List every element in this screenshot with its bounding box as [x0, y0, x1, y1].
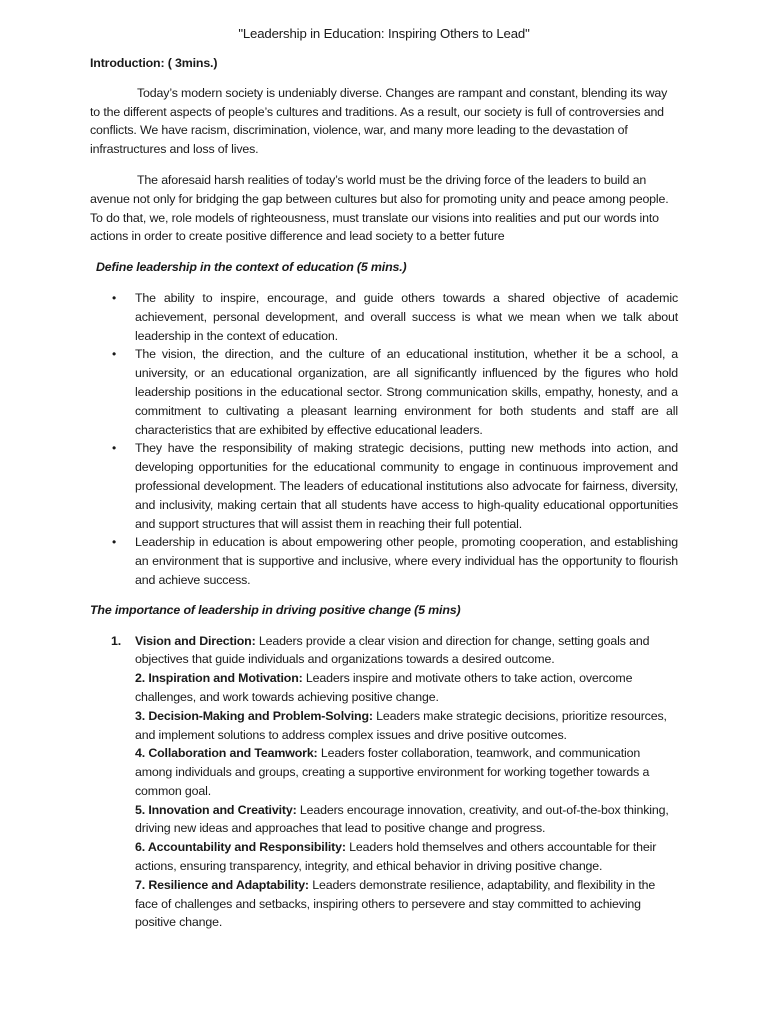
importance-numbered-list [90, 632, 678, 933]
bullet-text: The ability to inspire, encourage, and guide others towards a shared objective of academic achievement, personal development, and overall success is what we mean when we talk about leadership in the context of education. [135, 290, 678, 343]
numbered-item-6 [135, 838, 678, 876]
item-text: Leaders encourage innovation, creativity, and out-of-the-box thinking, driving new ideas and approaches that lead to positive change and progress. [135, 802, 669, 836]
bullet-icon: • [112, 290, 117, 305]
item-label: 3. Decision-Making and Problem-Solving: [135, 708, 373, 723]
document-title: "Leadership in Education: Inspiring Others to Lead" [238, 26, 530, 41]
item-text: Leaders inspire and motivate others to take action, overcome challenges, and work towards achieving positive change. [135, 671, 633, 704]
numbered-item-7 [135, 876, 678, 932]
bullet-item [90, 289, 678, 345]
list-number: 1. [111, 633, 122, 648]
numbered-item [90, 632, 678, 933]
bullet-text: They have the responsibility of making strategic decisions, putting new methods into action, and developing opportunities for the educational community to engage in continuous improvement and professional development. The leaders of educational institutions also advocate for fairness, diversity, and inclusivity, making certain that all students have access to high-quality educational opportunities and support structures that will assist them in reaching their full potential. [135, 441, 678, 531]
item-label: 4. Collaboration and Teamwork: [135, 746, 318, 761]
item-text: Leaders hold themselves and others accountable for their actions, ensuring transparency, integrity, and ethical behavior in driving positive change. [135, 840, 657, 874]
bullet-item [90, 439, 678, 533]
numbered-item-1 [135, 632, 678, 670]
numbered-item-5 [135, 801, 678, 839]
define-leadership-bullet-list [90, 289, 678, 590]
document-page [90, 24, 678, 932]
item-label: 2. Inspiration and Motivation: [135, 671, 303, 686]
item-text: Leaders provide a clear vision and direction for change, setting goals and objectives that guide individuals and organizations towards a desired outcome. [135, 633, 650, 667]
define-leadership-heading: Define leadership in the context of education (5 mins.) [96, 260, 407, 275]
bullet-icon: • [112, 535, 117, 550]
importance-heading: The importance of leadership in driving positive change (5 mins) [90, 602, 461, 617]
item-text: Leaders demonstrate resilience, adaptability, and flexibility in the face of challenges and setbacks, inspiring others to persevere and stay committed to achieving positive change. [135, 877, 656, 930]
bullet-text: The vision, the direction, and the culture of an educational institution, whether it be a school, a university, or an educational organization, are all significantly influenced by the figures who hold leadership positions in the educational sector. Strong communication skills, empathy, honesty, and a commitment to cultivating a pleasant learning environment for both students and staff are all characteristics that are exhibited by effective educational leaders. [135, 347, 678, 437]
bullet-text: Leadership in education is about empowering other people, promoting cooperation, and establishing an environment that is supportive and inclusive, where every individual has the opportunity to flourish and achieve success. [135, 535, 678, 587]
bullet-item [90, 533, 678, 589]
intro-paragraph-1: Today’s modern society is undeniably diverse. Changes are rampant and constant, blending its way to the different aspects of people’s cultures and traditions. As a result, our society is full of controversies and conflicts. We have racism, discrimination, violence, war, and many more leading to the devastation of infrastructures and loss of lives. [90, 85, 668, 157]
item-label: Vision and Direction: [135, 633, 256, 648]
item-label: 5. Innovation and Creativity: [135, 802, 297, 817]
item-label: 7. Resilience and Adaptability: [135, 877, 309, 892]
introduction-heading: Introduction: ( 3mins.) [90, 56, 218, 70]
bullet-icon: • [112, 347, 117, 362]
item-text: Leaders foster collaboration, teamwork, and communication among individuals and groups, creating a supportive environment for working together towards a common goal. [135, 746, 650, 798]
numbered-item-4 [135, 744, 678, 800]
item-text: Leaders make strategic decisions, prioritize resources, and implement solutions to address complex issues and drive positive outcomes. [135, 708, 667, 742]
numbered-item-2 [135, 669, 678, 707]
intro-paragraph-2: The aforesaid harsh realities of today’s world must be the driving force of the leaders to build an avenue not only for bridging the gap between cultures but also for promoting unity and peace among people. To do that, we, role models of righteousness, must translate our visions into realities and put our words into actions in order to create positive difference and lead society to a better future [90, 172, 669, 244]
item-label: 6. Accountability and Responsibility: [135, 840, 346, 855]
bullet-item [90, 345, 678, 439]
numbered-item-3 [135, 707, 678, 745]
bullet-icon: • [112, 441, 117, 456]
